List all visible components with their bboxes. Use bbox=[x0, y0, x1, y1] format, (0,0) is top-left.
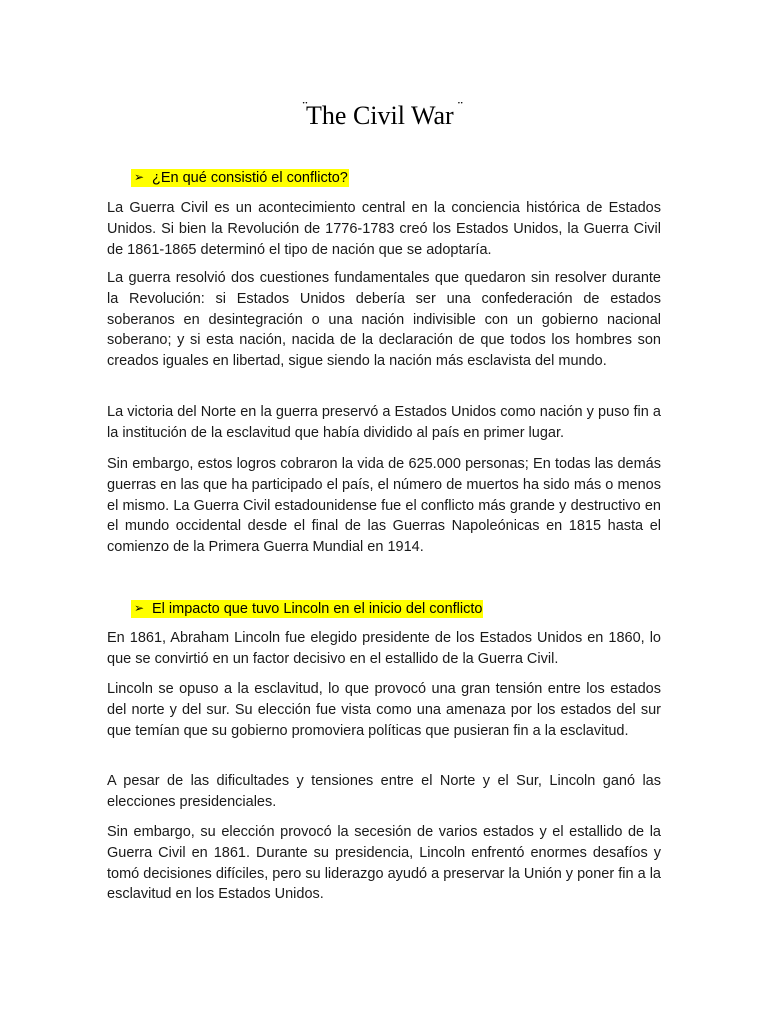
section-heading-lincoln bbox=[131, 598, 483, 619]
paragraph: La Guerra Civil es un acontecimiento central en la conciencia histórica de Estados Unidos. Si bien la Revolución de 1776-1783 creó los Estados Unidos, la Guerra Civil de 1861-1865 determinó el tipo de nación que se adoptaría. bbox=[107, 200, 661, 258]
paragraph: A pesar de las dificultades y tensiones entre el Norte y el Sur, Lincoln ganó las elecciones presidenciales. bbox=[107, 773, 661, 810]
heading-text: ¿En qué consistió el conflicto? bbox=[152, 170, 348, 186]
heading-highlight bbox=[131, 600, 483, 618]
arrow-bullet-icon: ➢ bbox=[134, 601, 145, 615]
heading-text: El impacto que tuvo Lincoln en el inicio del conflicto bbox=[152, 601, 483, 617]
paragraph: La victoria del Norte en la guerra preservó a Estados Unidos como nación y puso fin a la institución de la esclavitud que había dividido al país en primer lugar. bbox=[107, 404, 661, 441]
paragraph: Lincoln se opuso a la esclavitud, lo que provocó una gran tensión entre los estados del norte y del sur. Su elección fue vista como una amenaza por los estados del sur que temían que su gobierno promoviera políticas que pusieran fin a la esclavitud. bbox=[107, 681, 661, 739]
title-suffix-mark: ¨ bbox=[457, 99, 463, 116]
title-text: The Civil War bbox=[306, 101, 454, 130]
paragraph: En 1861, Abraham Lincoln fue elegido presidente de los Estados Unidos en 1860, lo que se convirtió en un factor decisivo en el estallido de la Guerra Civil. bbox=[107, 630, 661, 667]
paragraph: Sin embargo, su elección provocó la secesión de varios estados y el estallido de la Guerra Civil en 1861. Durante su presidencia, Lincoln enfrentó enormes desafíos y tomó decisiones difíciles, pero su liderazgo ayudó a preservar la Unión y poner fin a la esclavitud en los Estados Unidos. bbox=[107, 824, 661, 903]
arrow-bullet-icon: ➢ bbox=[134, 170, 145, 184]
paragraph: La guerra resolvió dos cuestiones fundamentales que quedaron sin resolver durante la Revolución: si Estados Unidos debería ser una confederación de estados soberanos en desintegración o una nación indivisible con un gobierno nacional soberano; y si esta nación, nacida de la declaración de que todos los hombres son creados iguales en libertad, sigue siendo la nación más esclavista del mundo. bbox=[107, 270, 661, 370]
paragraph: Sin embargo, estos logros cobraron la vida de 625.000 personas; En todas las demás guerras en las que ha participado el país, el número de muertos ha sido más o menos el mismo. La Guerra Civil estadounidense fue el conflicto más grande y destructivo en el mundo occidental desde el final de las Guerras Napoleónicas en 1815 hasta el comienzo de la Primera Guerra Mundial en 1914. bbox=[107, 456, 661, 556]
document-title bbox=[0, 92, 768, 132]
section-heading-conflict bbox=[131, 167, 349, 188]
heading-highlight bbox=[131, 169, 349, 187]
